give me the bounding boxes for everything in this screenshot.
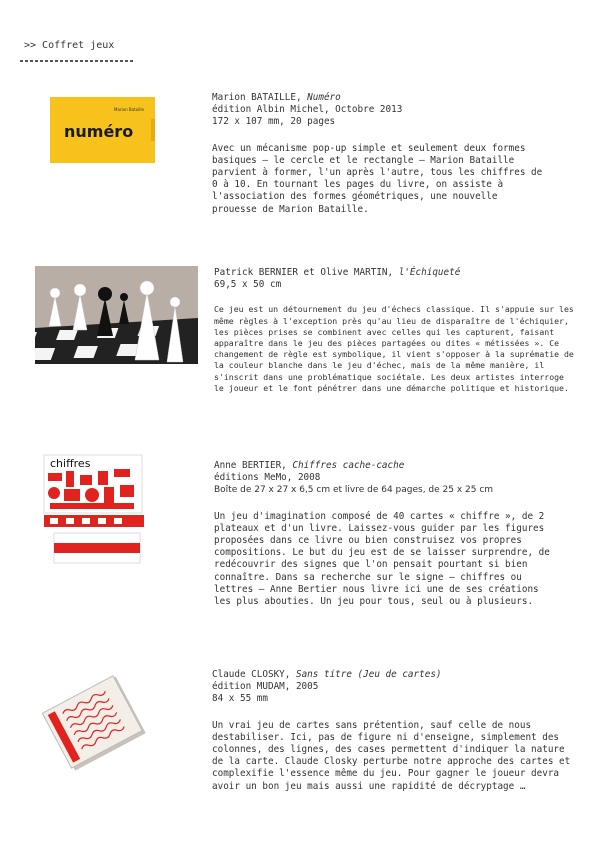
cover-title: numéro [64, 122, 134, 141]
entry-echiquete [214, 267, 574, 394]
chess-pieces-illustration [35, 266, 198, 364]
edition: édition MUDAM, 2005 [212, 681, 319, 693]
description: Un vrai jeu de cartes sans prétention, sauf celle de nous destabiliser. Ici, pas de figure ni d'enseigne, simplement des colonnes, des lignes, des cases permettent d'indiquer la nature de la carte. Claude Closky perturbe notre approche des cartes et complexifie l'essence même du jeu. Pour gagner le joueur devra avoir un bon jeu mais aussi une rapidité de décryptage … [212, 719, 571, 792]
description: Un jeu d'imagination composé de 40 cartes « chiffre », de 2 plateaux et d'un livre. Laissez-vous guider par les figures proposées dans ce livre ou bien construisez vos propres compositions. Le but du jeu est de se laisser surprendre, de redécouvrir des signes que l'on pensait pourtant si bien connaître. Dans sa recherche sur le signe – chiffres ou lettres – Anne Bertier nous livre ici une de ses créations les plus abouties. Un jeu pour tous, seul ou à plusieurs. [214, 510, 550, 608]
description: Avec un mécanisme pop-up simple et seulement deux formes basiques – le cercle et le rectangle – Marion Bataille parvient à former, l'un après l'autre, tous les chiffres de 0 à 10. En tournant les pages du livre, on assiste à l'association des formes géométriques, une nouvelle prouesse de Marion Bataille. [212, 142, 543, 215]
work-title: l'Échiqueté [398, 267, 461, 278]
author: Marion BATAILLE, [212, 92, 302, 103]
format: 172 x 107 mm, 20 pages [212, 116, 336, 128]
edition: éditions MeMo, 2008 [214, 472, 321, 484]
author: Patrick BERNIER et Olive MARTIN, [214, 267, 394, 278]
format: 84 x 55 mm [212, 693, 268, 705]
edition: édition Albin Michel, Octobre 2013 [212, 104, 403, 116]
entry-numero [212, 92, 547, 216]
number-box-illustration [40, 451, 150, 567]
closky-card-deck-image [40, 670, 150, 780]
section-divider [20, 60, 134, 62]
box-label: chiffres [50, 457, 91, 470]
card-deck-illustration [40, 670, 150, 780]
section-heading: >> Coffret jeux [24, 40, 115, 51]
work-title: Sans titre (Jeu de cartes) [295, 669, 442, 680]
format: 69,5 x 50 cm [214, 279, 282, 291]
entry-chiffres [214, 460, 559, 608]
author: Claude CLOSKY, [212, 669, 291, 680]
chiffres-cache-cache-box-image [40, 451, 150, 567]
entry-closky [212, 669, 572, 793]
author: Anne BERTIER, [214, 460, 287, 471]
description: Ce jeu est un détournement du jeu d'échecs classique. Il s'appuie sur les même règles à l'exception près qu'au lieu de disparaître de l'échiquier, les pièces prises se combinent avec celles qui les capturent, faisant apparaître dans le jeu des pièces partagées ou dites « métissées ». Ce changement de règle est symbolique, il vient s'opposer à la suprématie de la couleur blanche dans le jeu d'échec, mais de la même manière, il s'inscrit dans une problématique sociétale. Les deux artistes interroge le joueur et le font pénétrer dans une démarche politique et historique. [214, 304, 574, 393]
work-title: Numéro [307, 92, 341, 103]
work-title: Chiffres cache-cache [292, 460, 405, 471]
cover-tab [151, 119, 155, 141]
format: Boîte de 27 x 27 x 6,5 cm et livre de 64 pages, de 25 x 25 cm [214, 485, 494, 496]
numero-book-cover-image [50, 97, 155, 163]
chess-game-photo [35, 266, 198, 364]
cover-author: Marion Bataille [114, 107, 144, 112]
